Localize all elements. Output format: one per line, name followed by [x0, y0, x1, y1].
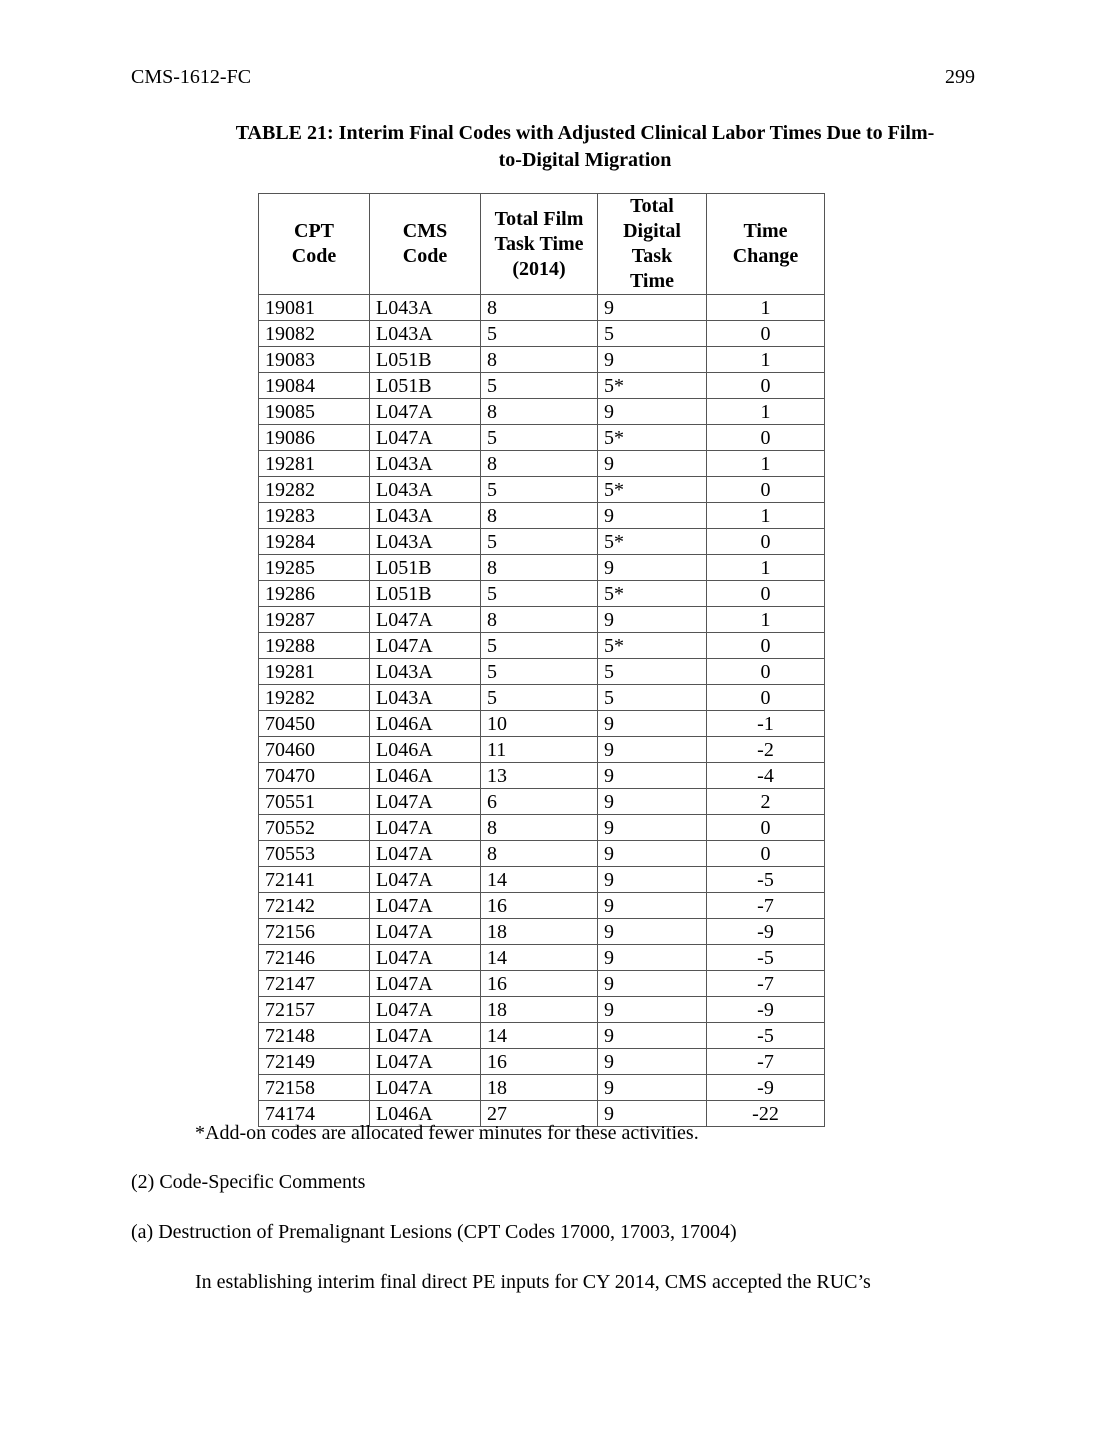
cms-code-cell: L047A — [370, 425, 481, 451]
column-header-time-change — [707, 194, 825, 295]
cpt-code-cell: 72149 — [259, 1049, 370, 1075]
cms-code-cell: L047A — [370, 997, 481, 1023]
cpt-code-cell: 19283 — [259, 503, 370, 529]
time-change-cell: 1 — [707, 347, 825, 373]
digital-time-cell: 5* — [598, 529, 707, 555]
digital-time-cell: 9 — [598, 867, 707, 893]
time-change-cell: -22 — [707, 1101, 825, 1127]
cpt-code-cell: 72157 — [259, 997, 370, 1023]
table-row — [259, 789, 825, 815]
film-time-cell: 5 — [481, 659, 598, 685]
film-time-cell: 8 — [481, 451, 598, 477]
film-time-cell: 11 — [481, 737, 598, 763]
cms-code-cell: L051B — [370, 555, 481, 581]
time-change-cell: 0 — [707, 529, 825, 555]
time-change-cell: 0 — [707, 373, 825, 399]
time-change-cell: 1 — [707, 503, 825, 529]
film-time-cell: 8 — [481, 815, 598, 841]
header-line: Time — [743, 220, 788, 242]
cms-code-cell: L047A — [370, 945, 481, 971]
film-time-cell: 5 — [481, 581, 598, 607]
table-row — [259, 971, 825, 997]
cpt-code-cell: 74174 — [259, 1101, 370, 1127]
digital-time-cell: 5* — [598, 633, 707, 659]
film-time-cell: 8 — [481, 503, 598, 529]
film-time-cell: 13 — [481, 763, 598, 789]
digital-time-cell: 9 — [598, 789, 707, 815]
column-header-total-film-task-time — [481, 194, 598, 295]
table-row — [259, 841, 825, 867]
time-change-cell: 1 — [707, 451, 825, 477]
table-row — [259, 815, 825, 841]
cpt-code-cell: 19082 — [259, 321, 370, 347]
film-time-cell: 14 — [481, 945, 598, 971]
digital-time-cell: 9 — [598, 555, 707, 581]
digital-time-cell: 9 — [598, 295, 707, 321]
time-change-cell: 0 — [707, 425, 825, 451]
table-row — [259, 685, 825, 711]
cpt-code-cell: 72158 — [259, 1075, 370, 1101]
time-change-cell: 0 — [707, 815, 825, 841]
cpt-code-cell: 70470 — [259, 763, 370, 789]
cms-code-cell: L047A — [370, 841, 481, 867]
header-line: Code — [402, 245, 448, 267]
table-row — [259, 295, 825, 321]
table-row — [259, 503, 825, 529]
film-time-cell: 5 — [481, 321, 598, 347]
page-number: 299 — [945, 66, 975, 88]
header-line: Task Time — [494, 232, 584, 255]
section-heading: (2) Code-Specific Comments — [131, 1171, 366, 1193]
cpt-code-cell: 19282 — [259, 477, 370, 503]
digital-time-cell: 9 — [598, 503, 707, 529]
cms-code-cell: L047A — [370, 1023, 481, 1049]
time-change-cell: 0 — [707, 477, 825, 503]
cpt-code-cell: 19281 — [259, 659, 370, 685]
cms-code-cell: L047A — [370, 399, 481, 425]
column-header-total-digital-task-time — [598, 194, 707, 295]
digital-time-cell: 9 — [598, 347, 707, 373]
digital-time-cell: 9 — [598, 945, 707, 971]
cms-code-cell: L046A — [370, 711, 481, 737]
digital-time-cell: 5* — [598, 581, 707, 607]
table-caption — [195, 120, 975, 174]
film-time-cell: 8 — [481, 555, 598, 581]
header-line: Total — [630, 195, 674, 217]
header-line: Time — [629, 270, 675, 292]
table-row — [259, 529, 825, 555]
table-row — [259, 425, 825, 451]
digital-time-cell: 9 — [598, 997, 707, 1023]
cpt-code-cell: 19287 — [259, 607, 370, 633]
cms-code-cell: L043A — [370, 659, 481, 685]
cpt-code-cell: 70553 — [259, 841, 370, 867]
table-row — [259, 945, 825, 971]
header-line: CPT — [294, 220, 334, 242]
cms-code-cell: L047A — [370, 867, 481, 893]
table-caption-line-1: TABLE 21: Interim Final Codes with Adjusted Clinical Labor Times Due to Film- — [235, 122, 935, 144]
cpt-code-cell: 19282 — [259, 685, 370, 711]
table-row — [259, 347, 825, 373]
header-line: (2014) — [512, 257, 566, 280]
film-time-cell: 14 — [481, 1023, 598, 1049]
cpt-code-cell: 19284 — [259, 529, 370, 555]
time-change-cell: 1 — [707, 555, 825, 581]
time-change-cell: -9 — [707, 997, 825, 1023]
table-row — [259, 867, 825, 893]
cpt-code-cell: 19286 — [259, 581, 370, 607]
film-time-cell: 5 — [481, 425, 598, 451]
cpt-code-cell: 70460 — [259, 737, 370, 763]
film-time-cell: 16 — [481, 971, 598, 997]
time-change-cell: 2 — [707, 789, 825, 815]
time-change-cell: -7 — [707, 1049, 825, 1075]
cms-code-cell: L047A — [370, 633, 481, 659]
cms-code-cell: L051B — [370, 581, 481, 607]
cpt-code-cell: 70551 — [259, 789, 370, 815]
cpt-code-cell: 70450 — [259, 711, 370, 737]
table-row — [259, 1049, 825, 1075]
table-row — [259, 737, 825, 763]
time-change-cell: 0 — [707, 659, 825, 685]
cms-code-cell: L046A — [370, 1101, 481, 1127]
digital-time-cell: 9 — [598, 1049, 707, 1075]
cms-code-cell: L043A — [370, 477, 481, 503]
digital-time-cell: 5 — [598, 659, 707, 685]
film-time-cell: 18 — [481, 1075, 598, 1101]
cpt-code-cell: 19084 — [259, 373, 370, 399]
cms-code-cell: L047A — [370, 919, 481, 945]
digital-time-cell: 9 — [598, 607, 707, 633]
digital-time-cell: 9 — [598, 919, 707, 945]
film-time-cell: 16 — [481, 893, 598, 919]
film-time-cell: 5 — [481, 685, 598, 711]
time-change-cell: -2 — [707, 737, 825, 763]
cms-code-cell: L047A — [370, 607, 481, 633]
table-row — [259, 321, 825, 347]
column-header-cms-code — [370, 194, 481, 295]
cms-code-cell: L043A — [370, 685, 481, 711]
time-change-cell: -7 — [707, 893, 825, 919]
time-change-cell: -7 — [707, 971, 825, 997]
table-row — [259, 555, 825, 581]
digital-time-cell: 9 — [598, 1075, 707, 1101]
cms-code-cell: L043A — [370, 529, 481, 555]
digital-time-cell: 5* — [598, 477, 707, 503]
table-row — [259, 373, 825, 399]
time-change-cell: 0 — [707, 841, 825, 867]
digital-time-cell: 9 — [598, 451, 707, 477]
film-time-cell: 16 — [481, 1049, 598, 1075]
cms-code-cell: L047A — [370, 1075, 481, 1101]
body-paragraph: In establishing interim final direct PE inputs for CY 2014, CMS accepted the RUC’s — [195, 1271, 871, 1293]
table-row — [259, 919, 825, 945]
time-change-cell: 0 — [707, 581, 825, 607]
header-line: Task — [631, 245, 673, 267]
time-change-cell: 0 — [707, 633, 825, 659]
cms-code-cell: L046A — [370, 737, 481, 763]
time-change-cell: 1 — [707, 399, 825, 425]
digital-time-cell: 9 — [598, 763, 707, 789]
cms-code-cell: L047A — [370, 1049, 481, 1075]
digital-time-cell: 9 — [598, 1101, 707, 1127]
time-change-cell: 1 — [707, 295, 825, 321]
cms-code-cell: L051B — [370, 347, 481, 373]
cpt-code-cell: 19083 — [259, 347, 370, 373]
cms-code-cell: L047A — [370, 815, 481, 841]
film-time-cell: 18 — [481, 919, 598, 945]
film-time-cell: 8 — [481, 399, 598, 425]
cpt-code-cell: 72142 — [259, 893, 370, 919]
table-row — [259, 1023, 825, 1049]
digital-time-cell: 5 — [598, 685, 707, 711]
time-change-cell: -5 — [707, 867, 825, 893]
cms-code-cell: L047A — [370, 971, 481, 997]
film-time-cell: 6 — [481, 789, 598, 815]
header-line: Change — [732, 245, 799, 267]
film-time-cell: 18 — [481, 997, 598, 1023]
document-id: CMS-1612-FC — [131, 66, 252, 88]
time-change-cell: -1 — [707, 711, 825, 737]
cpt-code-cell: 19288 — [259, 633, 370, 659]
digital-time-cell: 5* — [598, 373, 707, 399]
film-time-cell: 5 — [481, 529, 598, 555]
time-change-cell: 0 — [707, 685, 825, 711]
table-row — [259, 711, 825, 737]
cpt-code-cell: 72146 — [259, 945, 370, 971]
film-time-cell: 8 — [481, 607, 598, 633]
digital-time-cell: 9 — [598, 711, 707, 737]
cpt-code-cell: 70552 — [259, 815, 370, 841]
cpt-code-cell: 19085 — [259, 399, 370, 425]
header-line: Code — [291, 245, 337, 267]
time-change-cell: 0 — [707, 321, 825, 347]
header-line: Total Film — [494, 207, 584, 230]
digital-time-cell: 9 — [598, 815, 707, 841]
cpt-code-cell: 72156 — [259, 919, 370, 945]
film-time-cell: 10 — [481, 711, 598, 737]
film-time-cell: 5 — [481, 633, 598, 659]
cms-code-cell: L043A — [370, 503, 481, 529]
header-line: CMS — [402, 220, 448, 242]
time-change-cell: 1 — [707, 607, 825, 633]
table-row — [259, 763, 825, 789]
table-row — [259, 451, 825, 477]
film-time-cell: 8 — [481, 295, 598, 321]
time-change-cell: -9 — [707, 919, 825, 945]
table-row — [259, 477, 825, 503]
cpt-code-cell: 72148 — [259, 1023, 370, 1049]
cpt-code-cell: 72147 — [259, 971, 370, 997]
cms-code-cell: L046A — [370, 763, 481, 789]
cpt-code-cell: 19086 — [259, 425, 370, 451]
cpt-code-cell: 72141 — [259, 867, 370, 893]
digital-time-cell: 5 — [598, 321, 707, 347]
film-time-cell: 5 — [481, 477, 598, 503]
cms-code-cell: L047A — [370, 789, 481, 815]
table-body — [259, 295, 825, 1127]
film-time-cell: 8 — [481, 841, 598, 867]
film-time-cell: 27 — [481, 1101, 598, 1127]
table-row — [259, 659, 825, 685]
table-caption-line-2: to-Digital Migration — [498, 149, 672, 171]
cms-code-cell: L047A — [370, 893, 481, 919]
header-line: Digital — [623, 220, 681, 242]
digital-time-cell: 9 — [598, 841, 707, 867]
subsection-heading: (a) Destruction of Premalignant Lesions (CPT Codes 17000, 17003, 17004) — [131, 1221, 737, 1243]
table-row — [259, 633, 825, 659]
cms-code-cell: L043A — [370, 321, 481, 347]
cpt-code-cell: 19281 — [259, 451, 370, 477]
table-row — [259, 893, 825, 919]
cms-code-cell: L051B — [370, 373, 481, 399]
film-time-cell: 14 — [481, 867, 598, 893]
column-header-cpt-code — [259, 194, 370, 295]
clinical-labor-table — [258, 193, 825, 1127]
table-row — [259, 997, 825, 1023]
film-time-cell: 8 — [481, 347, 598, 373]
digital-time-cell: 9 — [598, 737, 707, 763]
digital-time-cell: 9 — [598, 971, 707, 997]
cms-code-cell: L043A — [370, 451, 481, 477]
cpt-code-cell: 19081 — [259, 295, 370, 321]
digital-time-cell: 9 — [598, 1023, 707, 1049]
cms-code-cell: L043A — [370, 295, 481, 321]
cpt-code-cell: 19285 — [259, 555, 370, 581]
table-footnote: *Add-on codes are allocated fewer minutes for these activities. — [195, 1122, 699, 1144]
table-header-row — [259, 194, 825, 295]
table-row — [259, 581, 825, 607]
film-time-cell: 5 — [481, 373, 598, 399]
digital-time-cell: 5* — [598, 425, 707, 451]
table-row — [259, 1075, 825, 1101]
time-change-cell: -9 — [707, 1075, 825, 1101]
table-row — [259, 607, 825, 633]
digital-time-cell: 9 — [598, 399, 707, 425]
digital-time-cell: 9 — [598, 893, 707, 919]
time-change-cell: -5 — [707, 945, 825, 971]
table-row — [259, 399, 825, 425]
time-change-cell: -4 — [707, 763, 825, 789]
time-change-cell: -5 — [707, 1023, 825, 1049]
